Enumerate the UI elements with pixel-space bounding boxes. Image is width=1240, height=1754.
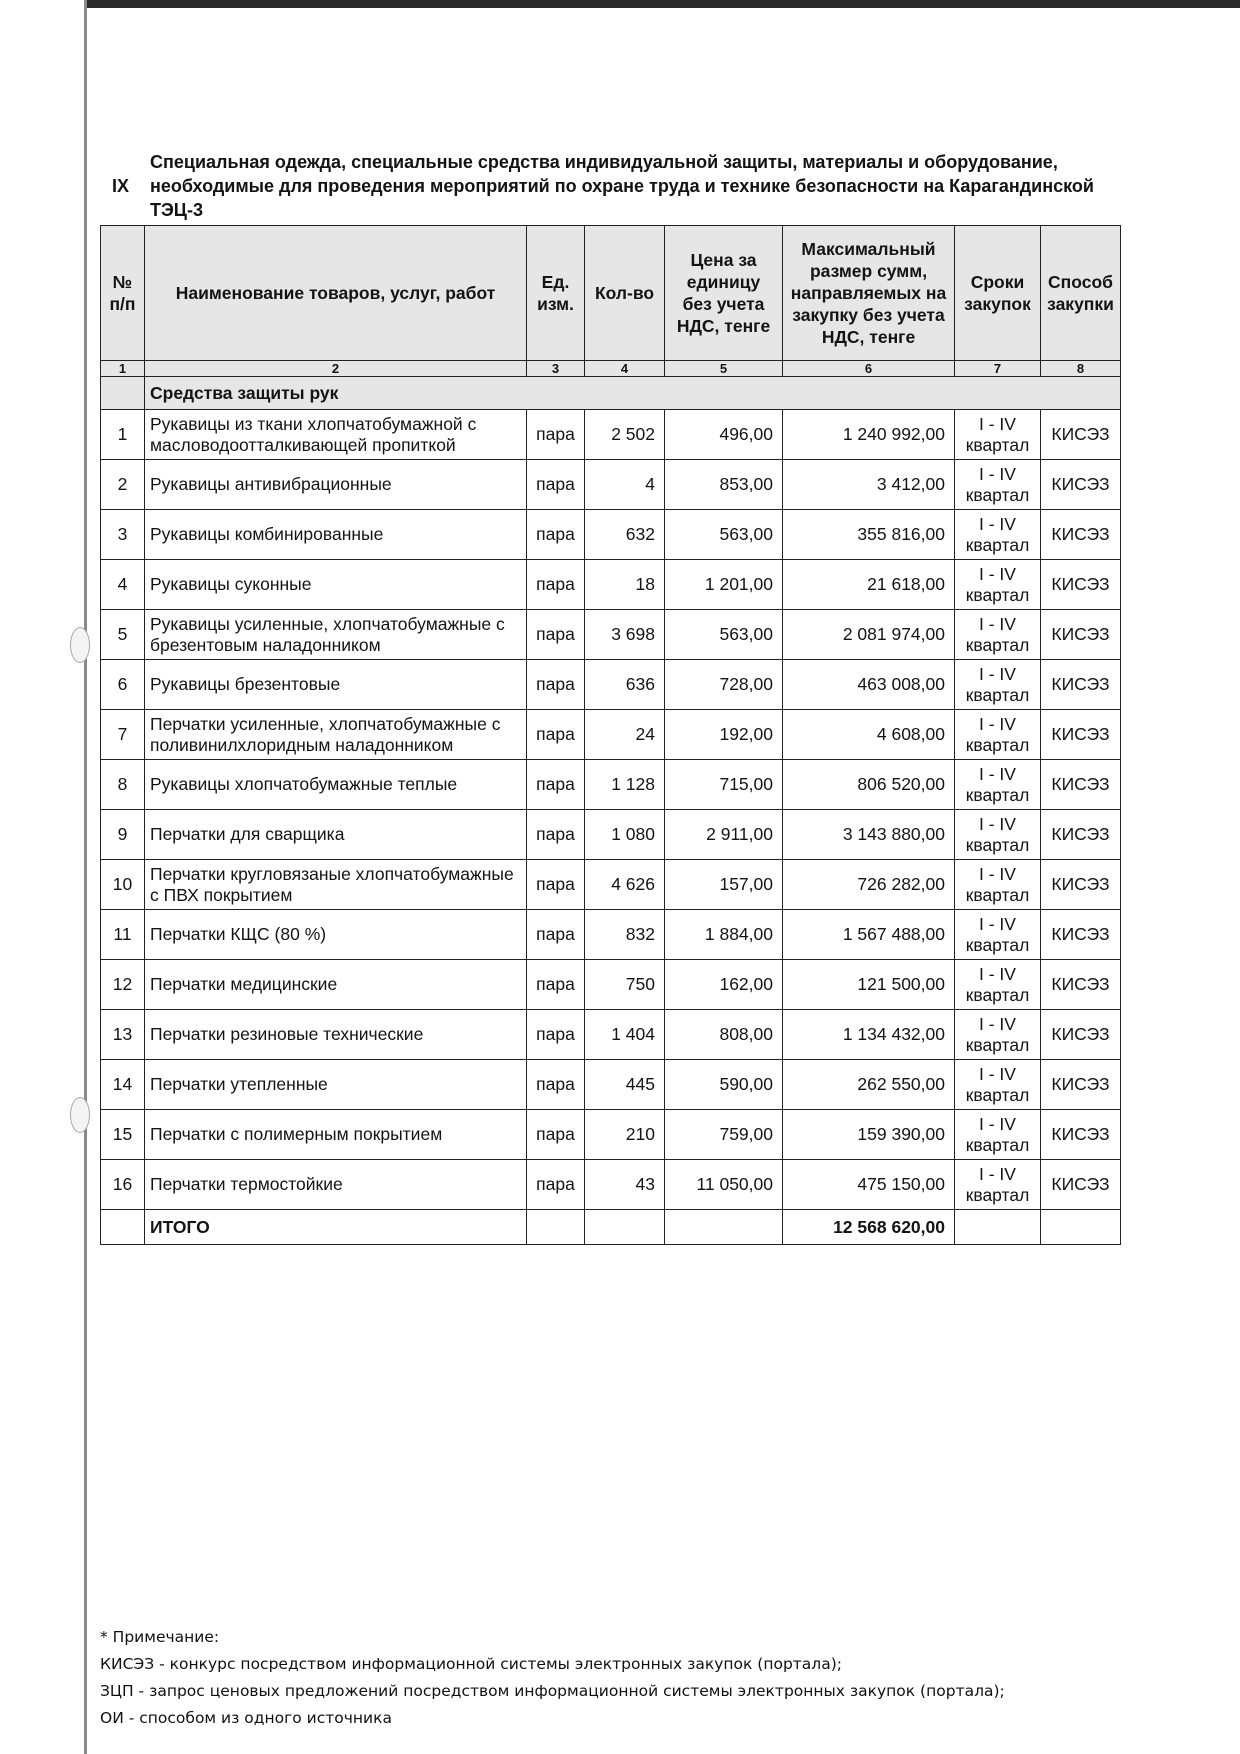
item-unit: пара: [527, 560, 585, 610]
item-name: Перчатки утепленные: [145, 1060, 527, 1110]
item-purchase-method: КИСЭЗ: [1041, 560, 1121, 610]
item-purchase-period: I - IV квартал: [955, 510, 1041, 560]
table-row: [101, 660, 1121, 710]
item-name: Перчатки резиновые технические: [145, 1010, 527, 1060]
item-quantity: 2 502: [585, 410, 665, 460]
item-name: Рукавицы из ткани хлопчатобумажной с масловодоотталкивающей пропиткой: [145, 410, 527, 460]
item-purchase-method: КИСЭЗ: [1041, 1060, 1121, 1110]
item-unit: пара: [527, 1110, 585, 1160]
item-name: Перчатки для сварщика: [145, 810, 527, 860]
group-row: [101, 377, 1121, 410]
column-number: 2: [145, 361, 527, 377]
total-empty-cell: [1041, 1210, 1121, 1245]
item-unit-price: 162,00: [665, 960, 783, 1010]
column-number: 6: [783, 361, 955, 377]
item-quantity: 43: [585, 1160, 665, 1210]
item-unit-price: 1 884,00: [665, 910, 783, 960]
item-unit: пара: [527, 910, 585, 960]
item-unit-price: 808,00: [665, 1010, 783, 1060]
col-header-sum: Максимальный размер сумм, направляемых на закупку без учета НДС, тенге: [783, 226, 955, 361]
table-row: [101, 1110, 1121, 1160]
item-name: Перчатки кругловязаные хлопчатобумажные с ПВХ покрытием: [145, 860, 527, 910]
item-quantity: 632: [585, 510, 665, 560]
row-number: 4: [101, 560, 145, 610]
item-total-sum: 1 567 488,00: [783, 910, 955, 960]
item-unit-price: 192,00: [665, 710, 783, 760]
item-total-sum: 2 081 974,00: [783, 610, 955, 660]
item-total-sum: 121 500,00: [783, 960, 955, 1010]
table-row: [101, 910, 1121, 960]
col-header-unit: Ед. изм.: [527, 226, 585, 361]
item-total-sum: 1 240 992,00: [783, 410, 955, 460]
column-number-row: [101, 361, 1121, 377]
item-unit: пара: [527, 860, 585, 910]
table-row: [101, 410, 1121, 460]
table-row: [101, 760, 1121, 810]
col-header-period: Сроки закупок: [955, 226, 1041, 361]
table-row: [101, 1010, 1121, 1060]
column-number: 3: [527, 361, 585, 377]
row-number: 3: [101, 510, 145, 560]
item-unit: пара: [527, 510, 585, 560]
item-unit: пара: [527, 1160, 585, 1210]
item-unit-price: 728,00: [665, 660, 783, 710]
item-quantity: 3 698: [585, 610, 665, 660]
item-unit: пара: [527, 460, 585, 510]
item-unit: пара: [527, 1010, 585, 1060]
table-row: [101, 1060, 1121, 1110]
row-number: 9: [101, 810, 145, 860]
row-number: 2: [101, 460, 145, 510]
item-purchase-period: I - IV квартал: [955, 560, 1041, 610]
punch-hole: [70, 627, 90, 663]
footnote-line: ОИ - способом из одного источника: [100, 1709, 392, 1727]
item-purchase-period: I - IV квартал: [955, 760, 1041, 810]
group-label: Средства защиты рук: [145, 377, 1121, 410]
table-row: [101, 610, 1121, 660]
item-quantity: 24: [585, 710, 665, 760]
item-name: Перчатки медицинские: [145, 960, 527, 1010]
footnote-line: КИСЭЗ - конкурс посредством информационной системы электронных закупок (портала);: [100, 1655, 842, 1673]
item-unit-price: 590,00: [665, 1060, 783, 1110]
section-number: IX: [112, 176, 130, 196]
row-number: 16: [101, 1160, 145, 1210]
punch-hole: [70, 1097, 90, 1133]
item-name: Перчатки с полимерным покрытием: [145, 1110, 527, 1160]
item-quantity: 1 080: [585, 810, 665, 860]
item-name: Рукавицы антивибрационные: [145, 460, 527, 510]
item-quantity: 4: [585, 460, 665, 510]
item-unit-price: 563,00: [665, 510, 783, 560]
item-unit-price: 2 911,00: [665, 810, 783, 860]
item-quantity: 750: [585, 960, 665, 1010]
col-header-qty: Кол-во: [585, 226, 665, 361]
total-empty-cell: [101, 1210, 145, 1245]
item-quantity: 445: [585, 1060, 665, 1110]
item-purchase-method: КИСЭЗ: [1041, 1160, 1121, 1210]
column-number: 5: [665, 361, 783, 377]
item-unit: пара: [527, 410, 585, 460]
item-name: Рукавицы брезентовые: [145, 660, 527, 710]
row-number: 15: [101, 1110, 145, 1160]
row-number: 8: [101, 760, 145, 810]
row-number: 12: [101, 960, 145, 1010]
item-purchase-period: I - IV квартал: [955, 860, 1041, 910]
item-purchase-method: КИСЭЗ: [1041, 960, 1121, 1010]
item-purchase-method: КИСЭЗ: [1041, 410, 1121, 460]
item-purchase-period: I - IV квартал: [955, 410, 1041, 460]
total-label: ИТОГО: [145, 1210, 527, 1245]
item-unit-price: 496,00: [665, 410, 783, 460]
footnote-title: * Примечание:: [100, 1628, 220, 1646]
item-total-sum: 1 134 432,00: [783, 1010, 955, 1060]
row-number: 5: [101, 610, 145, 660]
item-purchase-method: КИСЭЗ: [1041, 1010, 1121, 1060]
item-name: Перчатки КЩС (80 %): [145, 910, 527, 960]
item-unit-price: 759,00: [665, 1110, 783, 1160]
item-purchase-period: I - IV квартал: [955, 610, 1041, 660]
item-total-sum: 355 816,00: [783, 510, 955, 560]
column-number: 4: [585, 361, 665, 377]
item-total-sum: 475 150,00: [783, 1160, 955, 1210]
scan-top-edge: [84, 0, 1240, 8]
table-row: [101, 710, 1121, 760]
item-purchase-period: I - IV квартал: [955, 710, 1041, 760]
item-unit-price: 1 201,00: [665, 560, 783, 610]
row-number: 14: [101, 1060, 145, 1110]
total-empty-cell: [955, 1210, 1041, 1245]
item-purchase-method: КИСЭЗ: [1041, 510, 1121, 560]
header-row: [101, 226, 1121, 361]
item-purchase-period: I - IV квартал: [955, 1010, 1041, 1060]
table-row: [101, 560, 1121, 610]
row-number: 10: [101, 860, 145, 910]
col-header-method: Способ закупки: [1041, 226, 1121, 361]
item-purchase-period: I - IV квартал: [955, 960, 1041, 1010]
item-total-sum: 159 390,00: [783, 1110, 955, 1160]
item-name: Перчатки усиленные, хлопчатобумажные с поливинилхлоридным наладонником: [145, 710, 527, 760]
group-number-cell: [101, 377, 145, 410]
item-purchase-method: КИСЭЗ: [1041, 710, 1121, 760]
item-total-sum: 3 412,00: [783, 460, 955, 510]
item-unit: пара: [527, 660, 585, 710]
item-name: Рукавицы усиленные, хлопчатобумажные с брезентовым наладонником: [145, 610, 527, 660]
item-total-sum: 726 282,00: [783, 860, 955, 910]
item-name: Рукавицы суконные: [145, 560, 527, 610]
table-row: [101, 1160, 1121, 1210]
total-empty-cell: [585, 1210, 665, 1245]
item-unit: пара: [527, 1060, 585, 1110]
col-header-name: Наименование товаров, услуг, работ: [145, 226, 527, 361]
total-sum: 12 568 620,00: [783, 1210, 955, 1245]
item-name: Перчатки термостойкие: [145, 1160, 527, 1210]
item-purchase-method: КИСЭЗ: [1041, 1110, 1121, 1160]
total-empty-cell: [665, 1210, 783, 1245]
item-purchase-method: КИСЭЗ: [1041, 860, 1121, 910]
table-row: [101, 860, 1121, 910]
item-quantity: 1 404: [585, 1010, 665, 1060]
item-purchase-method: КИСЭЗ: [1041, 810, 1121, 860]
section-heading: [112, 150, 1122, 222]
item-unit-price: 853,00: [665, 460, 783, 510]
item-total-sum: 21 618,00: [783, 560, 955, 610]
table-row: [101, 460, 1121, 510]
item-unit: пара: [527, 810, 585, 860]
item-total-sum: 4 608,00: [783, 710, 955, 760]
item-total-sum: 262 550,00: [783, 1060, 955, 1110]
item-purchase-method: КИСЭЗ: [1041, 610, 1121, 660]
item-purchase-method: КИСЭЗ: [1041, 460, 1121, 510]
item-quantity: 832: [585, 910, 665, 960]
item-purchase-period: I - IV квартал: [955, 660, 1041, 710]
item-unit-price: 11 050,00: [665, 1160, 783, 1210]
item-purchase-period: I - IV квартал: [955, 910, 1041, 960]
item-purchase-method: КИСЭЗ: [1041, 660, 1121, 710]
item-total-sum: 806 520,00: [783, 760, 955, 810]
scan-left-edge: [84, 0, 87, 1754]
item-unit: пара: [527, 760, 585, 810]
row-number: 1: [101, 410, 145, 460]
row-number: 6: [101, 660, 145, 710]
row-number: 13: [101, 1010, 145, 1060]
item-total-sum: 3 143 880,00: [783, 810, 955, 860]
item-purchase-period: I - IV квартал: [955, 810, 1041, 860]
table-row: [101, 510, 1121, 560]
item-purchase-period: I - IV квартал: [955, 1160, 1041, 1210]
procurement-table: [100, 225, 1121, 1245]
col-header-price: Цена за единицу без учета НДС, тенге: [665, 226, 783, 361]
column-number: 8: [1041, 361, 1121, 377]
item-purchase-period: I - IV квартал: [955, 460, 1041, 510]
item-purchase-period: I - IV квартал: [955, 1110, 1041, 1160]
item-unit: пара: [527, 960, 585, 1010]
item-unit-price: 715,00: [665, 760, 783, 810]
column-number: 1: [101, 361, 145, 377]
item-quantity: 18: [585, 560, 665, 610]
item-quantity: 4 626: [585, 860, 665, 910]
item-quantity: 1 128: [585, 760, 665, 810]
item-quantity: 636: [585, 660, 665, 710]
table-row: [101, 810, 1121, 860]
item-unit: пара: [527, 710, 585, 760]
section-title: Специальная одежда, специальные средства индивидуальной защиты, материалы и оборудование, необходимые для проведения мероприятий по охране труда и технике безопасности на Карагандинской ТЭЦ-3: [150, 152, 1094, 220]
table-body: [101, 361, 1121, 1210]
item-unit-price: 563,00: [665, 610, 783, 660]
item-name: Рукавицы комбинированные: [145, 510, 527, 560]
item-unit: пара: [527, 610, 585, 660]
row-number: 7: [101, 710, 145, 760]
item-name: Рукавицы хлопчатобумажные теплые: [145, 760, 527, 810]
table-row: [101, 960, 1121, 1010]
item-purchase-method: КИСЭЗ: [1041, 760, 1121, 810]
item-purchase-method: КИСЭЗ: [1041, 910, 1121, 960]
total-row: [101, 1210, 1121, 1245]
col-header-number: № п/п: [101, 226, 145, 361]
column-number: 7: [955, 361, 1041, 377]
footnote: [100, 1624, 1160, 1732]
item-total-sum: 463 008,00: [783, 660, 955, 710]
item-unit-price: 157,00: [665, 860, 783, 910]
total-empty-cell: [527, 1210, 585, 1245]
row-number: 11: [101, 910, 145, 960]
item-purchase-period: I - IV квартал: [955, 1060, 1041, 1110]
item-quantity: 210: [585, 1110, 665, 1160]
footnote-line: ЗЦП - запрос ценовых предложений посредством информационной системы электронных закупок (портала);: [100, 1682, 1005, 1700]
